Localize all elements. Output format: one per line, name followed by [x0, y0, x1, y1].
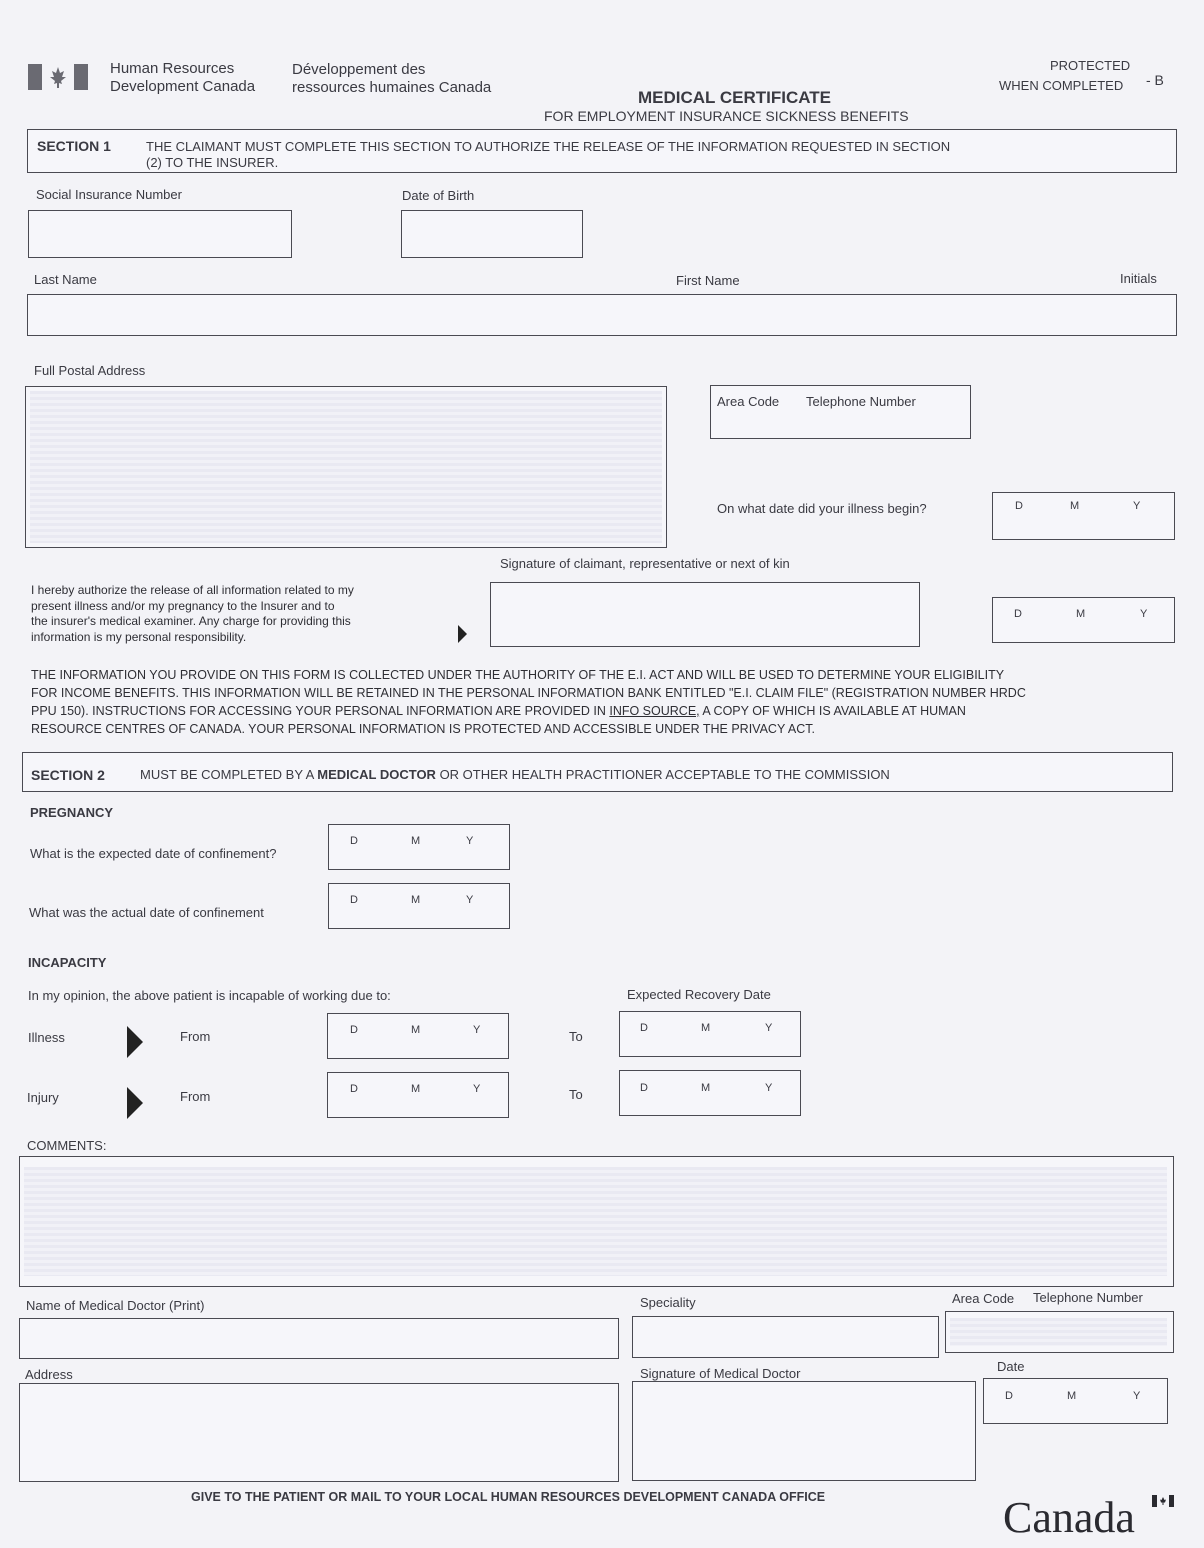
privacy-line-3 — [31, 702, 1173, 720]
date-y: Y — [466, 835, 474, 847]
date-y: Y — [1133, 1390, 1141, 1402]
authorization-text — [31, 583, 431, 645]
comments-input[interactable] — [19, 1156, 1174, 1287]
section-1-label: SECTION 1 — [37, 138, 111, 154]
date-m: M — [411, 1083, 421, 1095]
date-d: D — [640, 1082, 648, 1094]
redacted-address — [30, 391, 662, 543]
date-y: Y — [473, 1083, 481, 1095]
initials-label: Initials — [1120, 271, 1157, 286]
date-m: M — [1070, 500, 1080, 512]
protected-label-2: WHEN COMPLETED — [999, 78, 1124, 93]
date-d: D — [350, 894, 358, 906]
section-2-instruction — [140, 767, 890, 782]
first-name-label: First Name — [676, 273, 740, 288]
incapacity-opinion: In my opinion, the above patient is incapable of working due to: — [28, 988, 391, 1003]
section-1-instruction-2: (2) TO THE INSURER. — [146, 155, 279, 170]
protected-suffix: - B — [1146, 72, 1164, 88]
privacy-line-3a: PPU 150). INSTRUCTIONS FOR ACCESSING YOUR PERSONAL INFORMATION ARE PROVIDED IN — [31, 704, 610, 718]
doctor-name-input[interactable] — [19, 1318, 619, 1359]
claimant-phone-label: Telephone Number — [806, 394, 916, 409]
doctor-address-label: Address — [25, 1367, 73, 1382]
canada-wordmark: Canada — [1003, 1493, 1135, 1542]
doctor-signature-input[interactable] — [632, 1381, 976, 1481]
sin-input[interactable] — [28, 210, 292, 258]
canada-flag-logo — [28, 64, 88, 90]
illness-to-date-input[interactable] — [619, 1011, 801, 1057]
doctor-address-input[interactable] — [19, 1383, 619, 1482]
date-y: Y — [466, 894, 474, 906]
sin-label: Social Insurance Number — [36, 187, 182, 202]
section-2-instruction-a: MUST BE COMPLETED BY A — [140, 767, 318, 782]
doctor-phone-label: Telephone Number — [1033, 1290, 1143, 1305]
dept-en-line-1: Human Resources — [110, 60, 235, 77]
address-input[interactable] — [25, 386, 667, 548]
speciality-input[interactable] — [632, 1316, 939, 1358]
privacy-line-1: THE INFORMATION YOU PROVIDE ON THIS FORM IS COLLECTED UNDER THE AUTHORITY OF THE E.I. ACT AND WILL BE USED TO DETERMINE YOUR ELIGIBILITY — [31, 668, 1005, 682]
date-d: D — [350, 1024, 358, 1036]
section-1-instruction-1: THE CLAIMANT MUST COMPLETE THIS SECTION TO AUTHORIZE THE RELEASE OF THE INFORMATION REQUESTED IN SECTION — [146, 139, 951, 154]
redacted-comments — [24, 1167, 1167, 1276]
illness-from-label: From — [180, 1029, 211, 1044]
section-2-label: SECTION 2 — [31, 767, 105, 783]
canada-flag-icon — [1152, 1494, 1174, 1506]
pregnancy-heading: PREGNANCY — [30, 805, 114, 820]
section-2-instruction-bold: MEDICAL DOCTOR — [317, 767, 436, 782]
authorization-line-1: I hereby authorize the release of all information related to my — [31, 583, 354, 597]
date-y: Y — [1140, 608, 1148, 620]
date-m: M — [1067, 1390, 1077, 1402]
dept-fr-line-2: ressources humaines Canada — [292, 79, 492, 96]
date-d: D — [1014, 608, 1022, 620]
incapacity-heading: INCAPACITY — [28, 955, 107, 970]
authorization-line-2: present illness and/or my pregnancy to the Insurer and to — [31, 598, 335, 613]
date-m: M — [411, 894, 421, 906]
date-y: Y — [765, 1022, 773, 1034]
date-m: M — [1076, 608, 1086, 620]
date-d: D — [640, 1022, 648, 1034]
actual-confinement-label: What was the actual date of confinement — [29, 905, 264, 920]
date-d: D — [1015, 500, 1023, 512]
illness-to-label: To — [569, 1029, 583, 1044]
date-d: D — [1005, 1390, 1013, 1402]
date-y: Y — [765, 1082, 773, 1094]
illness-from-date-input[interactable] — [327, 1013, 509, 1059]
date-m: M — [701, 1082, 711, 1094]
expected-recovery-label: Expected Recovery Date — [627, 987, 771, 1002]
doctor-phone-input[interactable] — [945, 1311, 1174, 1353]
expected-confinement-label: What is the expected date of confinement? — [30, 846, 277, 861]
protected-label-1: PROTECTED — [1050, 58, 1131, 73]
actual-confinement-date-input[interactable] — [328, 883, 510, 929]
dept-fr-line-1: Développement des — [292, 61, 426, 78]
injury-label: Injury — [27, 1090, 59, 1105]
injury-from-label: From — [180, 1089, 211, 1104]
form-subtitle: FOR EMPLOYMENT INSURANCE SICKNESS BENEFITS — [544, 108, 909, 124]
privacy-line-3b: A COPY OF WHICH IS AVAILABLE AT HUMAN — [699, 704, 966, 718]
arrow-right-icon — [127, 1026, 143, 1058]
privacy-line-4: RESOURCE CENTRES OF CANADA. YOUR PERSONAL INFORMATION IS PROTECTED AND ACCESSIBLE UNDER THE PRIVACY ACT. — [31, 722, 815, 736]
doctor-signature-label: Signature of Medical Doctor — [640, 1366, 801, 1381]
claimant-area-code-label: Area Code — [717, 394, 780, 409]
dob-input[interactable] — [401, 210, 583, 258]
authorization-line-3: the insurer's medical examiner. Any charge for providing this — [31, 614, 351, 628]
illness-label: Illness — [28, 1030, 65, 1045]
claimant-signature-label: Signature of claimant, representative or next of kin — [500, 556, 790, 571]
injury-from-date-input[interactable] — [327, 1072, 509, 1118]
section-2-instruction-b: OR OTHER HEALTH PRACTITIONER ACCEPTABLE TO THE COMMISSION — [435, 767, 890, 782]
date-y: Y — [1133, 500, 1141, 512]
date-m: M — [411, 1024, 421, 1036]
dob-label: Date of Birth — [402, 188, 475, 203]
expected-confinement-date-input[interactable] — [328, 824, 510, 870]
address-label: Full Postal Address — [34, 363, 146, 378]
last-name-label: Last Name — [34, 272, 97, 287]
arrow-right-icon — [127, 1087, 143, 1119]
name-input[interactable] — [27, 294, 1177, 336]
doctor-name-label: Name of Medical Doctor (Print) — [26, 1298, 205, 1313]
speciality-label: Speciality — [640, 1295, 696, 1310]
date-d: D — [350, 835, 358, 847]
doctor-area-code-label: Area Code — [952, 1291, 1015, 1306]
date-d: D — [350, 1083, 358, 1095]
dept-en-line-2: Development Canada — [110, 78, 256, 95]
injury-to-label: To — [569, 1087, 583, 1102]
comments-label: COMMENTS: — [27, 1138, 107, 1153]
date-m: M — [411, 835, 421, 847]
privacy-notice — [31, 666, 1173, 738]
footer-instruction: GIVE TO THE PATIENT OR MAIL TO YOUR LOCAL HUMAN RESOURCES DEVELOPMENT CANADA OFFICE — [191, 1490, 826, 1504]
authorization-line-4: information is my personal responsibility. — [31, 629, 247, 644]
signature-date-input[interactable] — [992, 597, 1175, 643]
info-source-link: INFO SOURCE, — [609, 704, 700, 718]
date-m: M — [701, 1022, 711, 1034]
claimant-signature-input[interactable] — [490, 582, 920, 647]
date-y: Y — [473, 1024, 481, 1036]
doctor-date-label: Date — [997, 1359, 1025, 1374]
privacy-line-2: FOR INCOME BENEFITS. THIS INFORMATION WILL BE RETAINED IN THE PERSONAL INFORMATION BANK ENTITLED "E.I. CLAIM FILE" (REGISTRATION NUMBER HRDC — [31, 686, 1026, 700]
form-title: MEDICAL CERTIFICATE — [638, 88, 831, 107]
arrow-right-icon — [458, 625, 467, 643]
redacted-phone — [950, 1318, 1167, 1346]
illness-begin-question: On what date did your illness begin? — [717, 501, 927, 516]
